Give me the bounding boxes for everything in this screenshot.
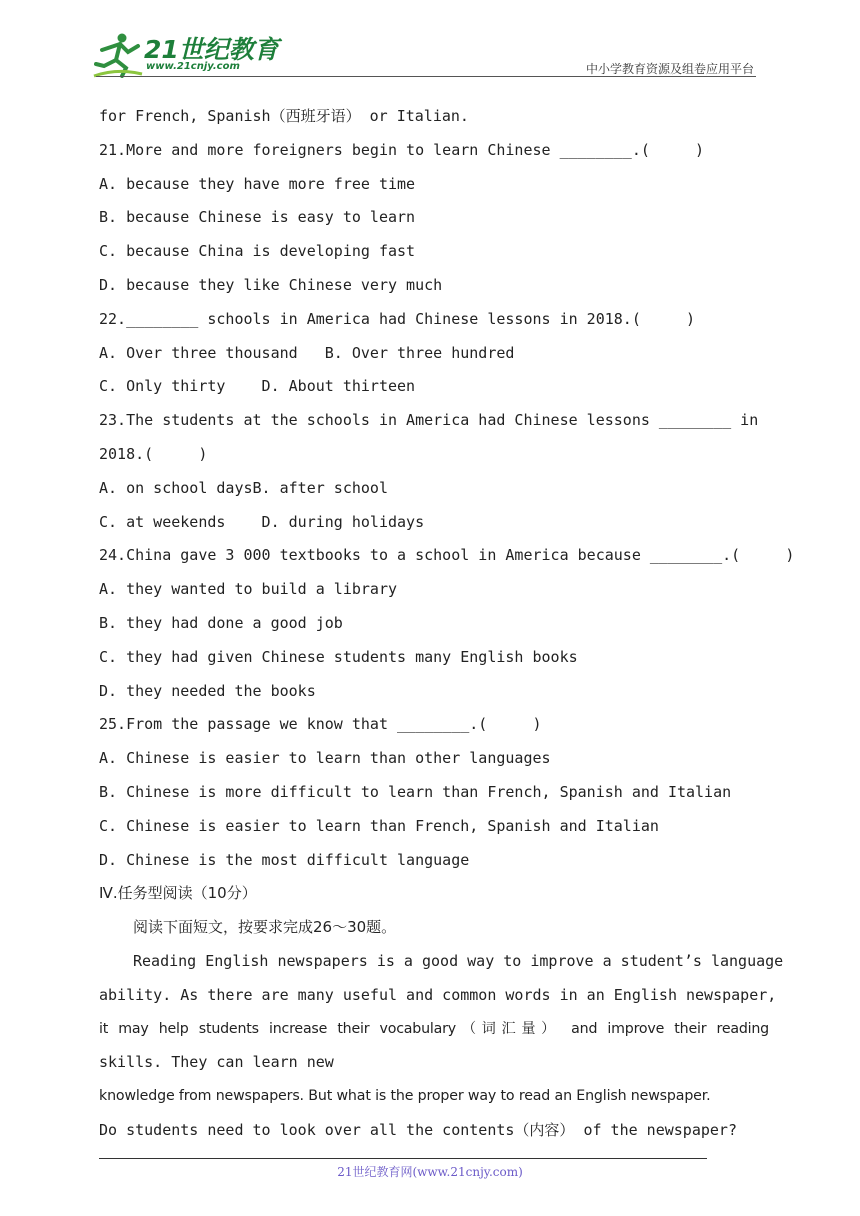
question-23: 23.The students at the schools in America had Chinese lessons ________ in [99,411,759,430]
option-21-c: C. because China is developing fast [99,242,416,261]
options-23-ab: A. on school daysB. after school [99,478,388,497]
passage-line: for French, Spanish（西班牙语） or Italian. [99,107,469,125]
page-header [0,0,860,84]
option-25-b: B. Chinese is more difficult to learn than French, Spanish and Italian [99,782,732,801]
passage-line: ability. As there are many useful and common words in an English newspaper, [99,985,777,1004]
site-logo[interactable] [92,30,279,80]
logo-url: www.21cnjy.com [146,61,240,72]
option-24-b: B. they had done a good job [99,613,343,632]
passage-line: knowledge from newspapers. But what is the proper way to read an English newspaper. [99,1088,711,1105]
option-25-c: C. Chinese is easier to learn than French, Spanish and Italian [99,816,659,835]
option-21-a: A. because they have more free time [99,174,416,193]
footer-link[interactable]: 21世纪教育网(www.21cnjy.com) [337,1165,523,1179]
question-22: 22.________ schools in America had Chinese lessons in 2018.( ) [99,309,696,328]
footer-divider [99,1158,707,1159]
option-24-a: A. they wanted to build a library [99,580,398,599]
option-21-d: D. because they like Chinese very much [99,275,443,294]
option-21-b: B. because Chinese is easy to learn [99,208,416,227]
options-22-cd: C. Only thirty D. About thirteen [99,377,416,396]
option-24-d: D. they needed the books [99,681,316,700]
passage-line: it may help students increase their vocabulary（词汇量） and improve their reading [99,1020,769,1037]
question-23-cont: 2018.( ) [99,444,208,463]
section-heading: Ⅳ.任务型阅读（10分） [99,884,257,903]
question-24: 24.China gave 3 000 textbooks to a school in America because ________.( ) [99,546,795,565]
passage-line: Reading English newspapers is a good way to improve a student’s language [133,951,784,970]
platform-name: 中小学教育资源及组卷应用平台 [585,62,754,76]
option-24-c: C. they had given Chinese students many English books [99,647,578,666]
section-instruction: 阅读下面短文，按要求完成26～30题。 [133,918,397,937]
passage-line: skills. They can learn new [99,1053,334,1072]
header-divider [96,76,756,77]
options-22-ab: A. Over three thousand B. Over three hundred [99,343,515,362]
question-25: 25.From the passage we know that ________.( ) [99,715,542,734]
options-23-cd: C. at weekends D. during holidays [99,512,425,531]
runner-logo-icon [92,32,144,78]
document-body [99,100,795,1148]
question-21: 21.More and more foreigners begin to learn Chinese ________.( ) [99,140,705,159]
option-25-d: D. Chinese is the most difficult language [99,850,470,869]
logo-title: 21世纪教育 [144,35,279,64]
passage-line: Do students need to look over all the contents（内容） of the newspaper? [99,1120,737,1139]
option-25-a: A. Chinese is easier to learn than other languages [99,749,551,768]
